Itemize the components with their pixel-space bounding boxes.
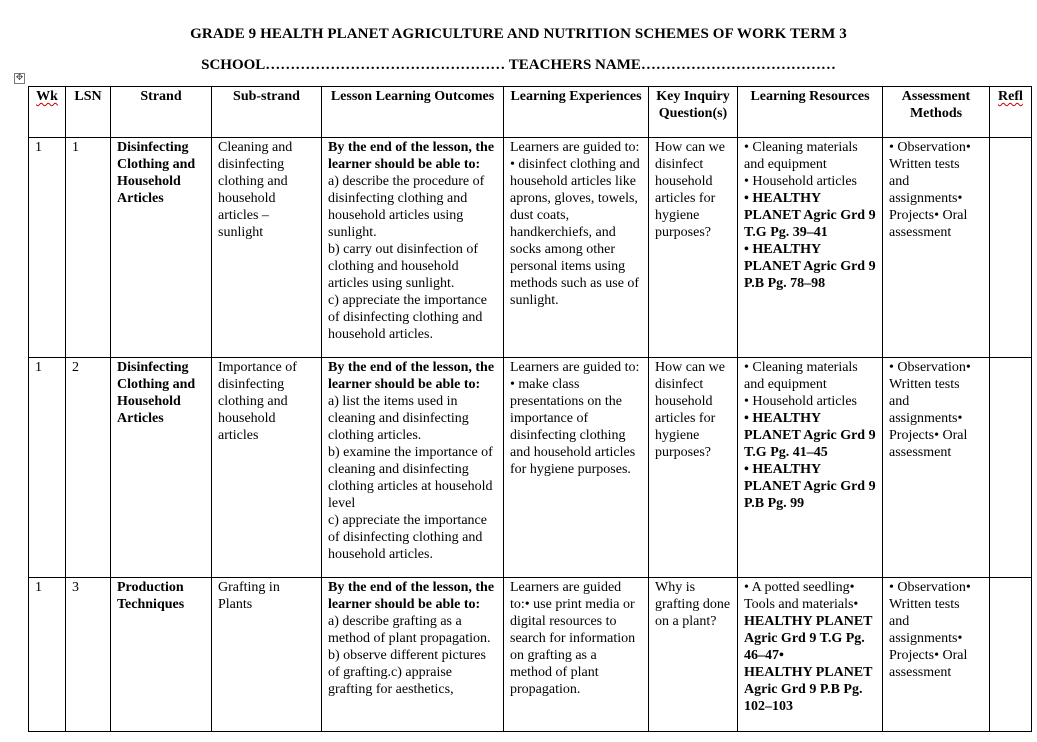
resources-pupil-book: • HEALTHY PLANET Agric Grd 9 P.B Pg. 99 — [744, 462, 876, 511]
header-wk: Wk — [29, 87, 66, 138]
table-row — [29, 358, 1032, 578]
cell-lsn: 3 — [66, 578, 111, 732]
outcomes-body: a) describe the procedure of disinfecting clothing and household articles using sunlight. b) carry out disinfection of clothing and household articles using sunlight. c) appreciate the importance of disinfecting clothing and household articles. — [328, 174, 487, 342]
cell-refl[interactable] — [990, 578, 1032, 732]
header-strand: Strand — [111, 87, 212, 138]
header-row — [29, 87, 1032, 138]
cell-resources — [738, 138, 883, 358]
outcomes-body: a) describe grafting as a method of plant propagation. b) observe different pictures of grafting.c) appraise grafting for aesthetics, — [328, 614, 491, 697]
resources-plain: • Cleaning materials and equipment • Household articles — [744, 360, 858, 409]
cell-experiences: Learners are guided to: • disinfect clothing and household articles like aprons, gloves, towels, dust coats, handkerchiefs, and socks among other personal items using methods such as use of sunlight. — [504, 138, 649, 358]
resources-pupil-book: HEALTHY PLANET Agric Grd 9 P.B Pg. 102–103 — [744, 665, 873, 714]
cell-outcomes — [322, 578, 504, 732]
header-resources: Learning Resources — [738, 87, 883, 138]
document-subtitle: SCHOOL………………………………………… TEACHERS NAME………………………………… — [201, 57, 836, 73]
header-substrand: Sub-strand — [212, 87, 322, 138]
header-refl: Refl — [990, 87, 1032, 138]
cell-assessment: • Observation• Written tests and assignments• Projects• Oral assessment — [883, 138, 990, 358]
resources-plain: • Cleaning materials and equipment • Household articles — [744, 140, 858, 189]
cell-assessment: • Observation• Written tests and assignments• Projects• Oral assessment — [883, 578, 990, 732]
header-experiences: Learning Experiences — [504, 87, 649, 138]
resources-pupil-book: • HEALTHY PLANET Agric Grd 9 P.B Pg. 78–98 — [744, 242, 876, 291]
cell-strand: Production Techniques — [111, 578, 212, 732]
cell-experiences: Learners are guided to: • make class presentations on the importance of disinfecting clothing and household articles for hygiene purposes. — [504, 358, 649, 578]
cell-wk: 1 — [29, 358, 66, 578]
header-assessment: Assessment Methods — [883, 87, 990, 138]
cell-outcomes — [322, 358, 504, 578]
cell-substrand: Cleaning and disinfecting clothing and household articles – sunlight — [212, 138, 322, 358]
cell-inquiry: How can we disinfect household articles for hygiene purposes? — [649, 138, 738, 358]
resources-plain: • A potted seedling• Tools and materials• — [744, 580, 859, 612]
cell-inquiry: Why is grafting done on a plant? — [649, 578, 738, 732]
cell-experiences: Learners are guided to:• use print media or digital resources to search for information on grafting as a method of plant propagation. — [504, 578, 649, 732]
resources-teacher-guide: • HEALTHY PLANET Agric Grd 9 T.G Pg. 41–45 — [744, 411, 876, 460]
table-row — [29, 578, 1032, 732]
outcomes-intro: By the end of the lesson, the learner should be able to: — [328, 140, 495, 172]
table-row — [29, 138, 1032, 358]
document-title: GRADE 9 HEALTH PLANET AGRICULTURE AND NUTRITION SCHEMES OF WORK TERM 3 — [190, 26, 847, 42]
cell-substrand: Importance of disinfecting clothing and household articles — [212, 358, 322, 578]
header-lsn: LSN — [66, 87, 111, 138]
cell-strand: Disinfecting Clothing and Household Articles — [111, 138, 212, 358]
cell-strand: Disinfecting Clothing and Household Articles — [111, 358, 212, 578]
cell-wk: 1 — [29, 578, 66, 732]
resources-teacher-guide: HEALTHY PLANET Agric Grd 9 T.G Pg. 46–47• — [744, 614, 873, 663]
cell-resources — [738, 358, 883, 578]
cell-refl[interactable] — [990, 358, 1032, 578]
cell-outcomes — [322, 138, 504, 358]
resources-teacher-guide: • HEALTHY PLANET Agric Grd 9 T.G Pg. 39–41 — [744, 191, 876, 240]
cell-lsn: 2 — [66, 358, 111, 578]
cell-inquiry: How can we disinfect household articles for hygiene purposes? — [649, 358, 738, 578]
header-outcomes: Lesson Learning Outcomes — [322, 87, 504, 138]
outcomes-intro: By the end of the lesson, the learner should be able to: — [328, 580, 495, 612]
cell-lsn: 1 — [66, 138, 111, 358]
outcomes-intro: By the end of the lesson, the learner should be able to: — [328, 360, 495, 392]
cell-wk: 1 — [29, 138, 66, 358]
header-inquiry: Key Inquiry Question(s) — [649, 87, 738, 138]
cell-assessment: • Observation• Written tests and assignments• Projects• Oral assessment — [883, 358, 990, 578]
outcomes-body: a) list the items used in cleaning and disinfecting clothing articles. b) examine the importance of cleaning and disinfecting clothing articles at household level c) appreciate the importance of disinfecting clothing and household articles. — [328, 394, 493, 562]
cell-refl[interactable] — [990, 138, 1032, 358]
table-move-handle-icon[interactable]: ✥ — [15, 73, 24, 83]
cell-substrand: Grafting in Plants — [212, 578, 322, 732]
cell-resources — [738, 578, 883, 732]
scheme-of-work-table — [28, 86, 1032, 732]
